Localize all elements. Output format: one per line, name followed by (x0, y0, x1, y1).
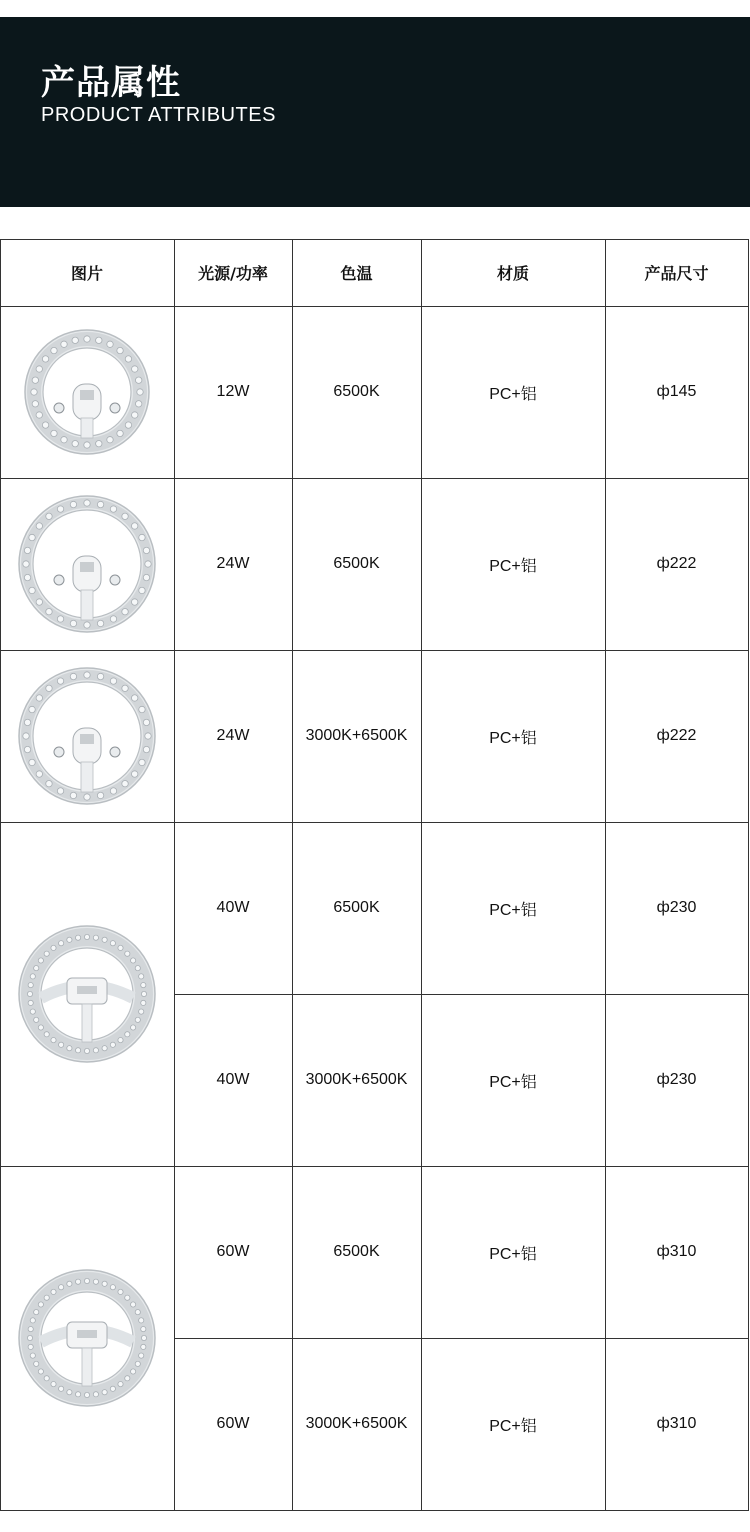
material-cell: PC+铝 (489, 385, 537, 403)
color-temp-cell: 6500K (333, 1243, 380, 1260)
size-cell: ф222 (656, 727, 697, 744)
color-temp-cell: 3000K+6500K (305, 1415, 408, 1432)
size-cell: ф310 (656, 1415, 697, 1432)
table-divider (292, 239, 293, 1511)
size-cell: ф222 (656, 555, 697, 572)
table-divider (0, 239, 1, 1511)
power-cell: 60W (216, 1415, 250, 1432)
page-title: 产品属性 (41, 63, 181, 103)
table-divider (174, 239, 175, 1511)
page-subtitle: PRODUCT ATTRIBUTES (41, 104, 276, 126)
product-image (0, 1166, 174, 1510)
table-divider (0, 1510, 749, 1511)
product-image (0, 650, 174, 822)
material-cell: PC+铝 (489, 729, 537, 747)
power-cell: 24W (216, 555, 250, 572)
table-divider (748, 239, 749, 1511)
table-header-cell: 图片 (70, 264, 103, 283)
color-temp-cell: 6500K (333, 555, 380, 572)
power-cell: 40W (216, 1071, 250, 1088)
header-banner (0, 17, 750, 207)
product-image (0, 306, 174, 478)
table-header-cell: 产品尺寸 (644, 264, 709, 283)
color-temp-cell: 6500K (333, 899, 380, 916)
power-cell: 12W (216, 383, 250, 400)
material-cell: PC+铝 (489, 557, 537, 575)
color-temp-cell: 6500K (333, 383, 380, 400)
product-image (0, 478, 174, 650)
table-divider (421, 239, 422, 1511)
size-cell: ф310 (656, 1243, 697, 1260)
power-cell: 24W (216, 727, 250, 744)
size-cell: ф230 (656, 1071, 697, 1088)
power-cell: 40W (216, 899, 250, 916)
size-cell: ф230 (656, 899, 697, 916)
power-cell: 60W (216, 1243, 250, 1260)
table-header-cell: 光源/功率 (198, 264, 268, 283)
material-cell: PC+铝 (489, 1073, 537, 1091)
material-cell: PC+铝 (489, 1417, 537, 1435)
product-attributes-table (0, 239, 749, 1511)
led-ring-module-icon (14, 663, 160, 809)
led-ring-module-icon (14, 1265, 160, 1411)
table-header-cell: 色温 (340, 264, 373, 283)
table-divider (605, 239, 606, 1511)
led-ring-module-icon (14, 319, 160, 465)
size-cell: ф145 (656, 383, 697, 400)
product-image (0, 822, 174, 1166)
color-temp-cell: 3000K+6500K (305, 1071, 408, 1088)
table-header-cell: 材质 (496, 264, 529, 283)
led-ring-module-icon (14, 921, 160, 1067)
table-divider (0, 239, 749, 240)
material-cell: PC+铝 (489, 901, 537, 919)
color-temp-cell: 3000K+6500K (305, 727, 408, 744)
material-cell: PC+铝 (489, 1245, 537, 1263)
led-ring-module-icon (14, 491, 160, 637)
